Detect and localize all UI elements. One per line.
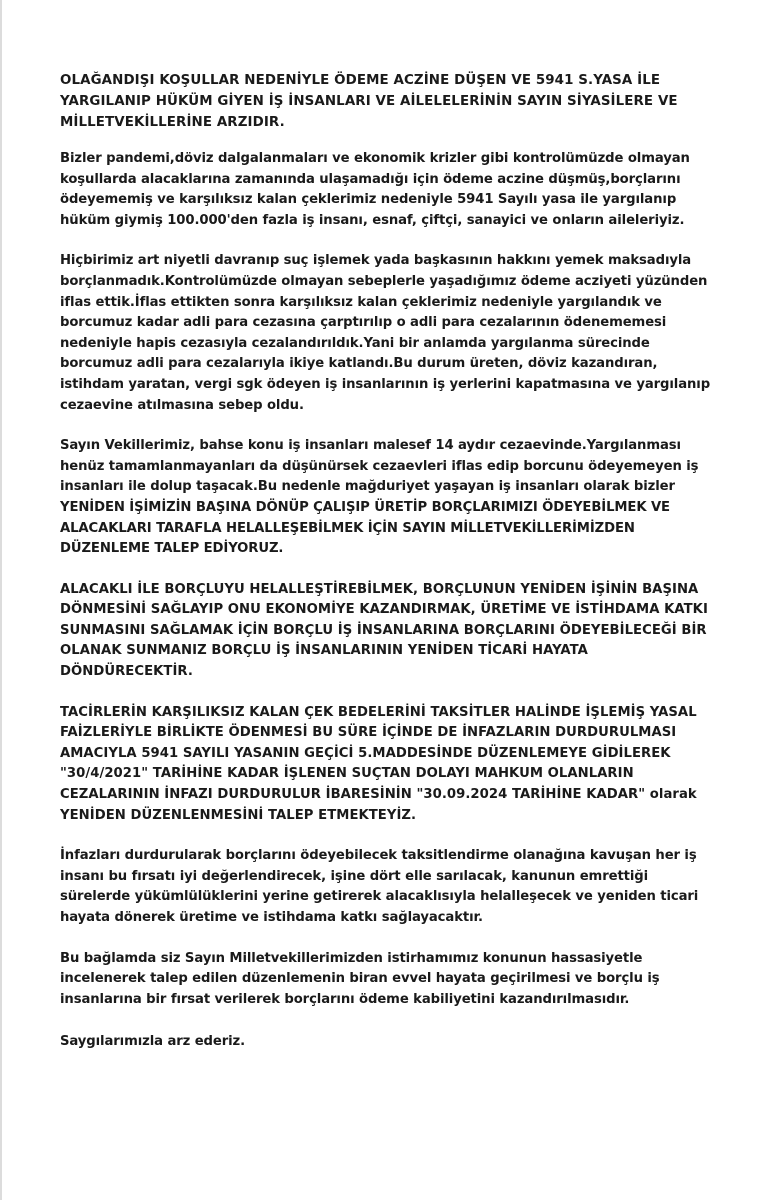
paragraph-2: Hiçbirimiz art niyetli davranıp suç işlemek yada başkasının hakkını yemek maksadıyla borçlanmadık.Kontrolümüzde olmayan sebeplerle yaşadığımız ödeme acziyeti yüzünden iflas ettik.İflas ettikten sonra karşılıksız kalan çeklerimiz nedeniyle yargılandık ve borcumuz kadar adli para cezasına çarptırılıp o adli para cezalarının ödenememesi nedeniyle hapis cezasıyla cezalandırıldık.Yani bir anlamda yargılanma sürecinde borcumuz adli para cezalarıyla ikiye katlandı.Bu durum üreten, döviz kazandıran, istihdam yaratan, vergi sgk ödeyen iş insanlarının iş yerlerini kapatmasına ve yargılanıp cezaevine atılmasına sebep oldu.: [60, 253, 711, 413]
scan-edge: [0, 0, 2, 1200]
paragraph-6: İnfazları durdurularak borçlarını ödeyebilecek taksitlendirme olanağına kavuşan her iş insanı bu fırsatı iyi değerlendirecek, işine dört elle sarılacak, kanunun emrettiği sürelerde yükümlülüklerini yerine getirerek alacaklısıyla helalleşecek ve yeniden ticari hayata dönerek üretime ve istihdama katkı sağlayacaktır.: [60, 848, 699, 925]
paragraph-3: Sayın Vekillerimiz, bahse konu iş insanları malesef 14 aydır cezaevinde.Yargılanması henüz tamamlanmayanları da düşünürsek cezaevleri iflas edip borcunu ödeyemeyen iş insanları ile dolup taşacak.Bu nedenle mağduriyet yaşayan iş insanları olarak bizler YENİDEN İŞİMİZİN BAŞINA DÖNÜP ÇALIŞIP ÜRETİP BORÇLARIMIZI ÖDEYEBİLMEK VE ALACAKLARI TARAFLA HELALLEŞEBİLMEK İÇİN SAYIN MİLLETVEKİLLERİMİZDEN DÜZENLEME TALEP EDİYORUZ.: [60, 438, 699, 557]
document-title: OLAĞANDIŞI KOŞULLAR NEDENİYLE ÖDEME ACZİNE DÜŞEN VE 5941 S.YASA İLE YARGILANIP HÜKÜM GİYEN İŞ İNSANLARI VE AİLELELERİNİN SAYIN SİYASİLERE VE MİLLETVEKİLLERİNE ARZIDIR.: [60, 73, 678, 130]
paragraph-4: ALACAKLI İLE BORÇLUYU HELALLEŞTİREBİLMEK, BORÇLUNUN YENİDEN İŞİNİN BAŞINA DÖNMESİNİ SAĞLAYIP ONU EKONOMİYE KAZANDIRMAK, ÜRETİME VE İSTİHDAMA KATKI SUNMASINI SAĞLAMAK İÇİN BORÇLU İŞ İNSANLARINA BORÇLARINI ÖDEYEBİLECEĞİ BİR OLANAK SUNMANIZ BORÇLU İŞ İNSANLARININ YENİDEN TİCARİ HAYATA DÖNDÜRECEKTİR.: [60, 581, 708, 680]
paragraph-5: TACİRLERİN KARŞILIKSIZ KALAN ÇEK BEDELERİNİ TAKSİTLER HALİNDE İŞLEMİŞ YASAL FAİZLERİYLE BİRLİKTE ÖDENMESİ BU SÜRE İÇİNDE DE İNFAZLARIN DURDURULMASI AMACIYLA 5941 SAYILI YASANIN GEÇİCİ 5.MADDESİNDE DÜZENLEMEYE GİDİLEREK "30/4/2021" TARİHİNE KADAR İŞLENEN SUÇTAN DOLAYI MAHKUM OLANLARIN CEZALARININ İNFAZI DURDURULUR İBARESİNİN "30.09.2024 TARİHİNE KADAR" olarak YENİDEN DÜZENLENMESİNİ TALEP ETMEKTEYİZ.: [60, 704, 697, 823]
paragraph-7: Bu bağlamda siz Sayın Milletvekillerimizden istirhamımız konunun hassasiyetle incelenerek talep edilen düzenlemenin biran evvel hayata geçirilmesi ve borçlu iş insanlarına bir fırsat verilerek borçlarını ödeme kabiliyetini kazandırılmasıdır.: [60, 950, 660, 1007]
closing-line: Saygılarımızla arz ederiz.: [60, 1034, 246, 1050]
paragraph-1: Bizler pandemi,döviz dalgalanmaları ve ekonomik krizler gibi kontrolümüzde olmayan koşullarda alacaklarına zamanında ulaşamadığı için ödeme aczine düşmüş,borçlarını ödeyememiş ve karşılıksız kalan çeklerimiz nedeniyle 5941 Sayılı yasa ile yargılanıp hüküm giymiş 100.000'den fazla iş insanı, esnaf, çiftçi, sanayici ve onların aileleriyiz.: [60, 151, 690, 228]
